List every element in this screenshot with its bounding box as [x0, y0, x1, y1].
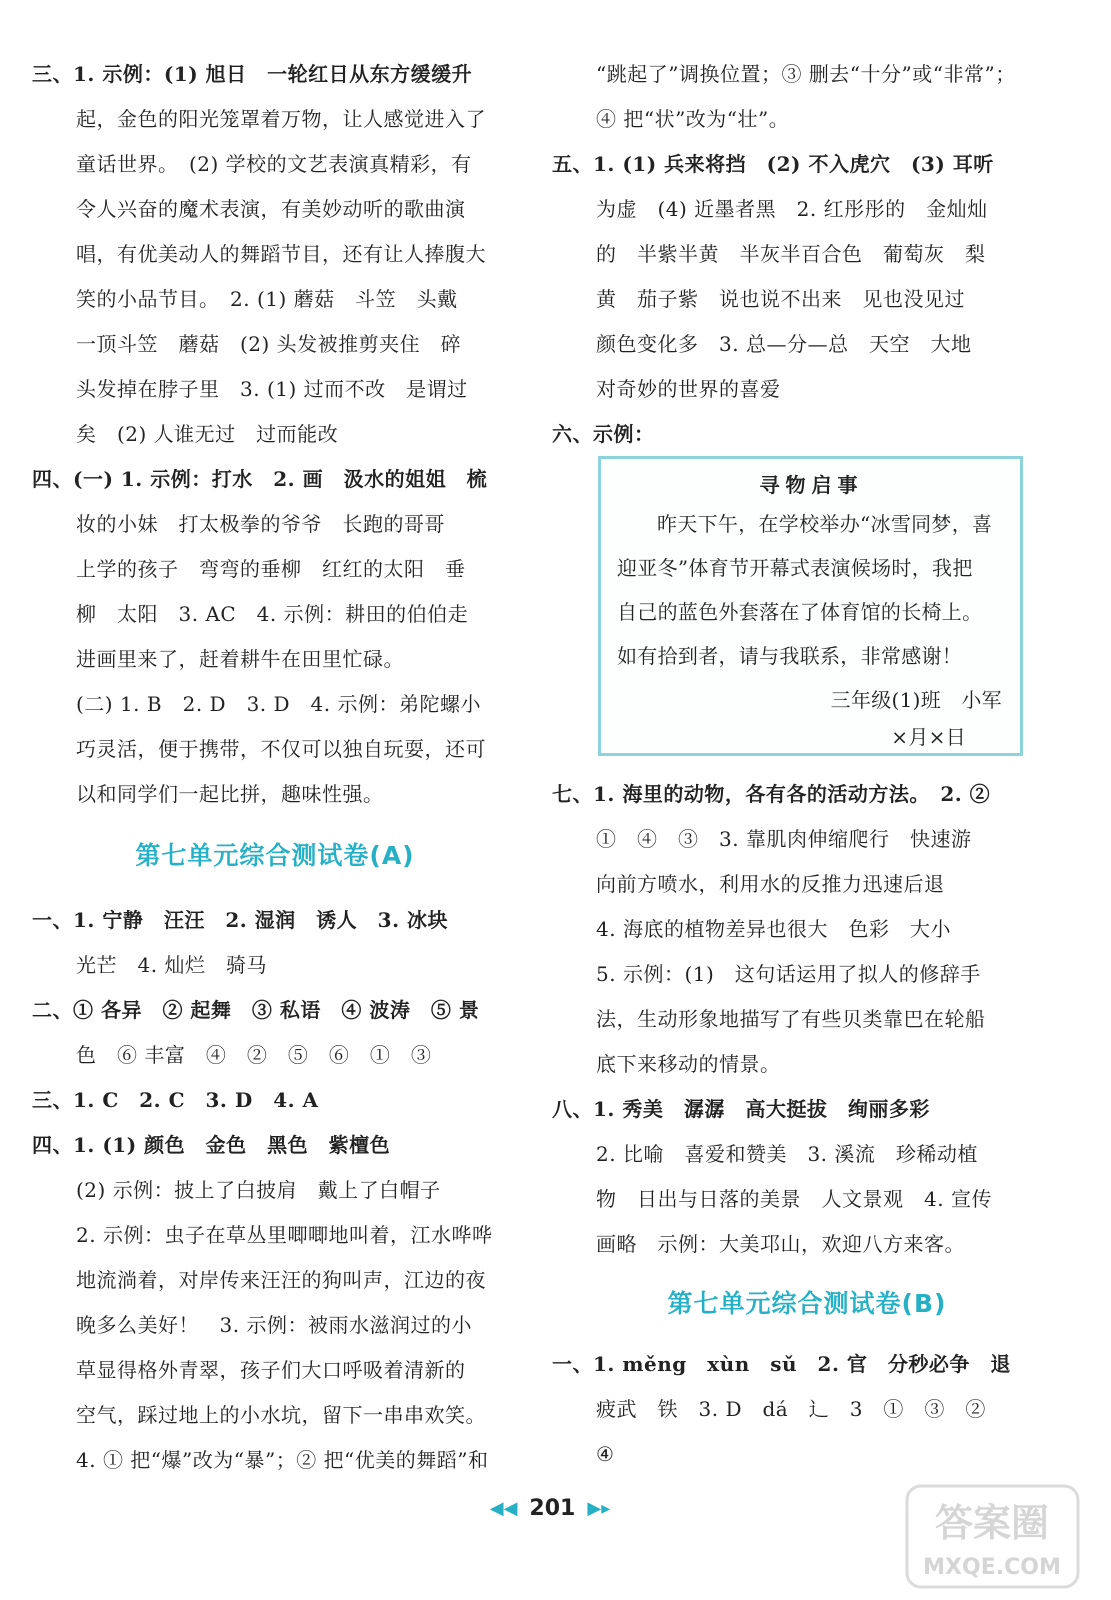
answer-line: 七、1. 海里的动物，各有各的活动方法。 2. ② [552, 782, 991, 806]
answer-line: 一、1. měng xùn sǔ 2. 官 分秒必争 退 [552, 1352, 1011, 1376]
answer-line: ④ [596, 1442, 615, 1466]
section-heading-unit7-a: 第七单元综合测试卷(A) [135, 841, 415, 870]
answer-line: ④ 把“状”改为“壮”。 [596, 107, 790, 131]
answer-line: 进画里来了，赶着耕牛在田里忙碌。 [76, 647, 404, 671]
watermark-text-bottom: MXQE.COM [923, 1555, 1061, 1580]
answer-line: 笑的小品节目。 2. (1) 蘑菇 斗笠 头戴 [76, 287, 458, 311]
answer-line: 4. ① 把“爆”改为“暴”；② 把“优美的舞蹈”和 [76, 1448, 489, 1472]
notice-line: 迎亚冬”体育节开幕式表演候场时，我把 [617, 556, 973, 580]
answer-line: 巧灵活，便于携带，不仅可以独自玩耍，还可 [76, 737, 486, 761]
answer-line: 上学的孩子 弯弯的垂柳 红红的太阳 垂 [76, 557, 466, 581]
left-column-part2 [32, 898, 532, 1483]
answer-line: 2. 比喻 喜爱和赞美 3. 溪流 珍稀动植 [596, 1142, 978, 1166]
answer-line: 颜色变化多 3. 总—分—总 天空 大地 [596, 332, 972, 356]
answer-line: (二) 1. B 2. D 3. D 4. 示例：弟陀螺小 [76, 692, 481, 716]
answer-line: 草显得格外青翠，孩子们大口呼吸着清新的 [76, 1358, 466, 1382]
answer-line: 光芒 4. 灿烂 骑马 [76, 953, 267, 977]
answer-line: 对奇妙的世界的喜爱 [596, 377, 781, 401]
answer-line: 矣 (2) 人谁无过 过而能改 [76, 422, 339, 446]
right-column-part2 [552, 772, 1047, 1267]
right-column-part3 [552, 1342, 1047, 1477]
section-heading-unit7-b: 第七单元综合测试卷(B) [667, 1289, 947, 1318]
notice-date: ×月×日 [891, 725, 966, 749]
answer-line: (2) 示例：披上了白披肩 戴上了白帽子 [76, 1178, 441, 1202]
notice-line: 自己的蓝色外套落在了体育馆的长椅上。 [617, 600, 983, 624]
right-column [552, 52, 1047, 457]
answer-line: 三、1. C 2. C 3. D 4. A [32, 1088, 319, 1112]
answer-line: ① ④ ③ 3. 靠肌肉伸缩爬行 快速游 [596, 827, 972, 851]
answer-line: 4. 海底的植物差异也很大 色彩 大小 [596, 917, 951, 941]
answer-line: 疲武 铁 3. D dá 辶 3 ① ③ ② [596, 1397, 986, 1421]
answer-line: 起，金色的阳光笼罩着万物，让人感觉进入了 [76, 107, 486, 131]
answer-line: 妆的小妹 打太极拳的爷爷 长跑的哥哥 [76, 512, 445, 536]
answer-line: 空气，踩过地上的小水坑，留下一串串欢笑。 [76, 1403, 486, 1427]
answer-line: 五、1. (1) 兵来将挡 (2) 不入虎穴 (3) 耳听 [552, 152, 994, 176]
answer-line: 晚多么美好！ 3. 示例：被雨水滋润过的小 [76, 1313, 472, 1337]
answer-line: 童话世界。 (2) 学校的文艺表演真精彩，有 [76, 152, 472, 176]
lost-item-notice [598, 456, 1023, 756]
answer-line: 为虚 (4) 近墨者黑 2. 红彤彤的 金灿灿 [596, 197, 988, 221]
answer-line: 柳 太阳 3. AC 4. 示例：耕田的伯伯走 [76, 602, 469, 626]
answer-line: 头发掉在脖子里 3. (1) 过而不改 是谓过 [76, 377, 468, 401]
answer-line: 2. 示例：虫子在草丛里唧唧地叫着，江水哗哗 [76, 1223, 493, 1247]
watermark-text-top: 答案圈 [934, 1501, 1050, 1545]
notice-line: 如有拾到者，请与我联系，非常感谢！ [617, 644, 963, 668]
answer-line: 色 ⑥ 丰富 ④ ② ⑤ ⑥ ① ③ [76, 1043, 432, 1067]
answer-line: 5. 示例：(1) 这句话运用了拟人的修辞手 [596, 962, 981, 986]
page-footer [470, 1490, 630, 1526]
answer-line: 地流淌着，对岸传来汪汪的狗叫声，江边的夜 [76, 1268, 486, 1292]
answer-line: “跳起了”调换位置；③ 删去“十分”或“非常”； [596, 62, 1016, 86]
answer-line: 三、1. 示例：(1) 旭日 一轮红日从东方缓缓升 [32, 62, 473, 86]
answer-line: 向前方喷水，利用水的反推力迅速后退 [596, 872, 945, 896]
next-page-arrows-icon: ▶▸ [587, 1497, 611, 1519]
answer-line: 令人兴奋的魔术表演，有美妙动听的歌曲演 [76, 197, 466, 221]
notice-title: 寻物启事 [759, 473, 864, 497]
notice-line: 昨天下午，在学校举办“冰雪同梦，喜 [657, 512, 993, 536]
notice-signature: 三年级(1)班 小军 [830, 688, 1002, 712]
answer-line: 物 日出与日落的美景 人文景观 4. 宣传 [596, 1187, 992, 1211]
answer-line: 底下来移动的情景。 [596, 1052, 781, 1076]
left-column [32, 52, 532, 817]
answer-line: 唱，有优美动人的舞蹈节目，还有让人捧腹大 [76, 242, 486, 266]
answer-line: 以和同学们一起比拼，趣味性强。 [76, 782, 384, 806]
answer-line: 六、示例： [552, 422, 655, 446]
answer-line: 一顶斗笠 蘑菇 (2) 头发被推剪夹住 碎 [76, 332, 462, 356]
answer-line: 四、(一) 1. 示例：打水 2. 画 汲水的姐姐 梳 [32, 467, 488, 491]
answer-line: 画略 示例：大美邛山，欢迎八方来客。 [596, 1232, 965, 1256]
answer-line: 一、1. 宁静 汪汪 2. 湿润 诱人 3. 冰块 [32, 908, 449, 932]
answer-line: 八、1. 秀美 潺潺 高大挺拔 绚丽多彩 [552, 1097, 930, 1121]
prev-page-arrows-icon: ◀◀ [489, 1497, 518, 1519]
answer-line: 法，生动形象地描写了有些贝类靠巴在轮船 [596, 1007, 986, 1031]
answer-line: 二、① 各异 ② 起舞 ③ 私语 ④ 波涛 ⑤ 景 [32, 998, 480, 1022]
watermark-logo [905, 1484, 1080, 1589]
answer-line: 黄 茄子紫 说也说不出来 见也没见过 [596, 287, 965, 311]
answer-line: 的 半紫半黄 半灰半百合色 葡萄灰 梨 [596, 242, 986, 266]
page-number: 201 [529, 1495, 576, 1521]
answer-line: 四、1. (1) 颜色 金色 黑色 紫檀色 [32, 1133, 391, 1157]
